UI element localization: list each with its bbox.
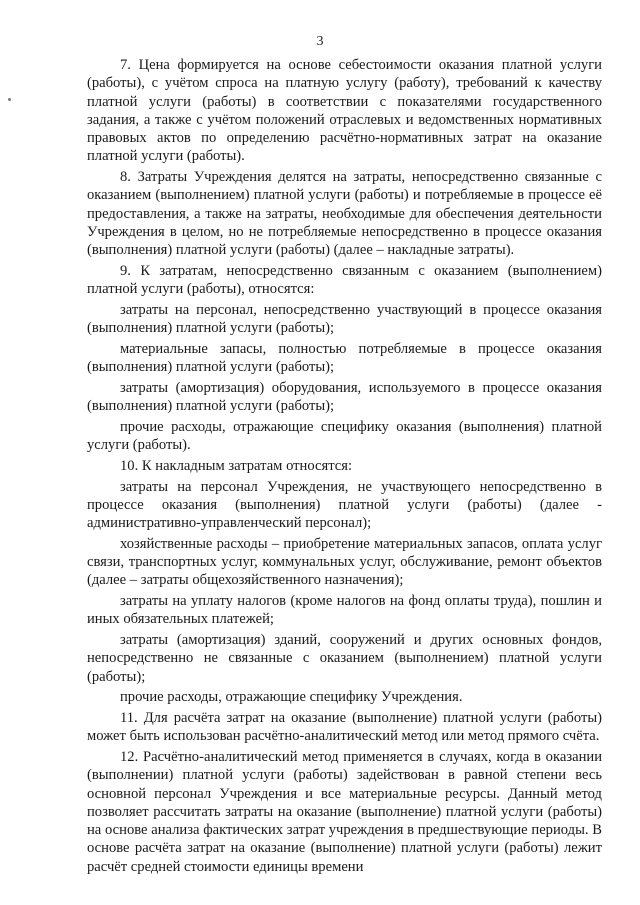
- list-item-overhead-personnel: затраты на персонал Учреждения, не участвующего непосредственно в процессе оказания (выполнения) платной услуги (работы) (далее - административно-управленческий персонал);: [87, 478, 602, 531]
- scan-speck: [8, 98, 11, 101]
- paragraph-7: 7. Цена формируется на основе себестоимости оказания платной услуги (работы), с учётом спроса на платную услугу (работу), требований к качеству платной услуги (работы) в соответствии с показателями государственного задания, а также с учётом положений отраслевых и ведомственных нормативных правовых актов по определению расчётно-нормативных затрат на оказание платной услуги (работы).: [87, 57, 602, 165]
- list-item-direct-equipment: затраты (амортизация) оборудования, используемого в процессе оказания (выполнения) платной услуги (работы);: [87, 379, 602, 414]
- paragraph-10: 10. К накладным затратам относятся:: [120, 457, 353, 474]
- list-item-overhead-other: прочие расходы, отражающие специфику Учреждения.: [120, 689, 463, 706]
- list-item-overhead-taxes: затраты на уплату налогов (кроме налогов на фонд оплаты труда), пошлин и иных обязательных платежей;: [87, 593, 602, 628]
- list-item-direct-other: прочие расходы, отражающие специфику оказания (выполнения) платной услуги (работы).: [87, 418, 602, 453]
- paragraph-12: 12. Расчётно-аналитический метод применяется в случаях, когда в оказании (выполнении) платной услуги (работы) задействован в равной степени весь основной персонал Учреждения и все материальные ресурсы. Данный метод позволяет рассчитать затраты на оказание (выполнение) платной услуги (работы) на основе анализа фактических затрат учреждения в предшествующие периоды. В основе расчёта затрат на оказание (выполнение) платной услуги (работы) лежит расчёт средней стоимости единицы времени: [87, 749, 602, 875]
- list-item-overhead-buildings: затраты (амортизация) зданий, сооружений и других основных фондов, непосредственно не связанные с оказанием (выполнением) платной услуги (работы);: [87, 632, 602, 685]
- page-number: 3: [316, 34, 324, 49]
- list-item-direct-personnel: затраты на персонал, непосредственно участвующий в процессе оказания (выполнения) платной услуги (работы);: [87, 301, 602, 336]
- list-item-direct-materials: материальные запасы, полностью потребляемые в процессе оказания (выполнения) платной услуги (работы);: [87, 340, 602, 375]
- paragraph-9: 9. К затратам, непосредственно связанным с оказанием (выполнением) платной услуги (работы), относятся:: [87, 262, 602, 297]
- paragraph-8: 8. Затраты Учреждения делятся на затраты, непосредственно связанные с оказанием (выполнением) платной услуги (работы) и потребляемые в процессе её предоставления, а также на затраты, необходимые для обеспечения деятельности Учреждения в целом, но не потребляемые непосредственно в процессе оказания (выполнения) платной услуги (работы) (далее – накладные затраты).: [87, 169, 602, 258]
- list-item-overhead-household: хозяйственные расходы – приобретение материальных запасов, оплата услуг связи, транспортных услуг, коммунальных услуг, обслуживание, ремонт объектов (далее – затраты общехозяйственного назначения);: [87, 535, 602, 589]
- paragraph-11: 11. Для расчёта затрат на оказание (выполнение) платной услуги (работы) может быть использован расчётно-аналитический метод или метод прямого счёта.: [87, 710, 602, 745]
- document-body: [87, 56, 602, 876]
